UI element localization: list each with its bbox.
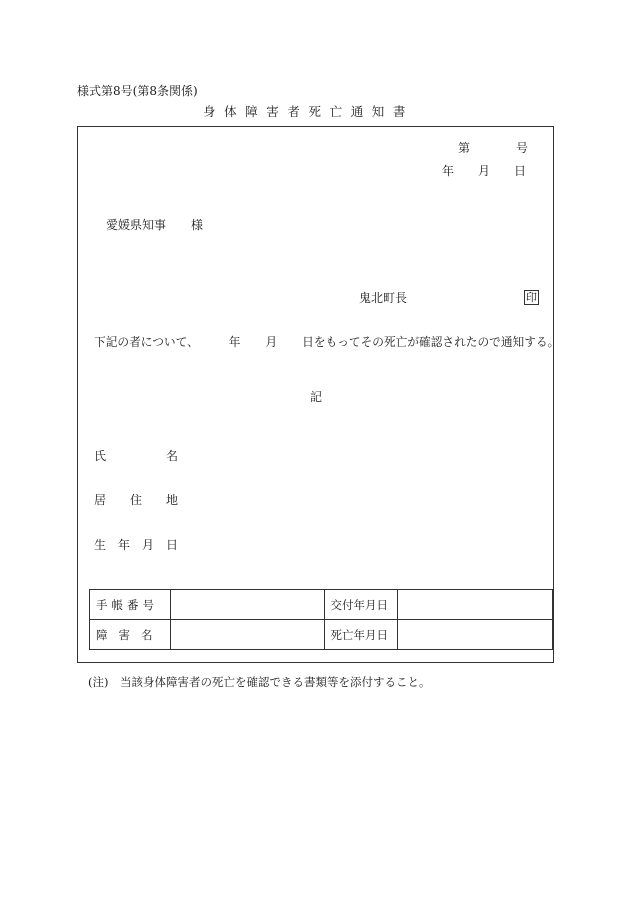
label-death-date: 死亡年月日: [324, 620, 397, 650]
label-handbook-number: 手帳番号: [90, 590, 171, 620]
issue-date-field[interactable]: [397, 590, 552, 620]
body-month: 月: [265, 335, 278, 349]
date-year: 年: [441, 164, 454, 178]
field-birthdate-label: [94, 539, 178, 551]
field-address-label: [94, 494, 178, 506]
label-char: 地: [166, 493, 179, 507]
addressee-honorific: 様: [191, 218, 204, 232]
label-char: 月: [142, 538, 155, 552]
handbook-number-field[interactable]: [170, 590, 324, 620]
number-suffix: 号: [515, 141, 528, 155]
document-date: [442, 165, 526, 177]
label-char: 日: [166, 538, 179, 552]
issuer-name: 鬼北町長: [359, 291, 408, 305]
addressee: [106, 219, 203, 231]
table-row: [90, 620, 553, 650]
label-char: 氏: [94, 449, 107, 463]
death-date-field[interactable]: [397, 620, 552, 650]
document-number: [458, 142, 528, 154]
label-issue-date: 交付年月日: [324, 590, 397, 620]
label-char: 年: [118, 538, 131, 552]
body-year: 年: [228, 335, 241, 349]
label-disability-name: 障害名: [90, 620, 171, 650]
footnote: (注) 当該身体障害者の死亡を確認できる書類等を添付すること。: [88, 675, 431, 689]
number-prefix: 第: [457, 141, 470, 155]
date-day: 日: [513, 164, 526, 178]
notice-body: [94, 337, 559, 349]
table-row: [90, 590, 553, 620]
disability-name-field[interactable]: [170, 620, 324, 650]
label-char: 住: [130, 493, 143, 507]
label-char: 名: [166, 449, 179, 463]
info-table: [89, 589, 553, 650]
addressee-name: 愛媛県知事: [106, 218, 167, 232]
form-code: 様式第8号(第8条関係): [77, 84, 198, 98]
body-part2: 日をもってその死亡が確認されたので通知する。: [302, 335, 560, 349]
ki-heading: 記: [310, 390, 323, 404]
field-name-label: [94, 450, 178, 462]
document-title: 身体障害者死亡通知書: [203, 104, 415, 119]
label-char: 居: [94, 493, 107, 507]
date-month: 月: [477, 164, 490, 178]
label-char: 生: [94, 538, 107, 552]
body-part1: 下記の者について、: [94, 335, 199, 349]
seal-mark: 印: [526, 291, 537, 304]
